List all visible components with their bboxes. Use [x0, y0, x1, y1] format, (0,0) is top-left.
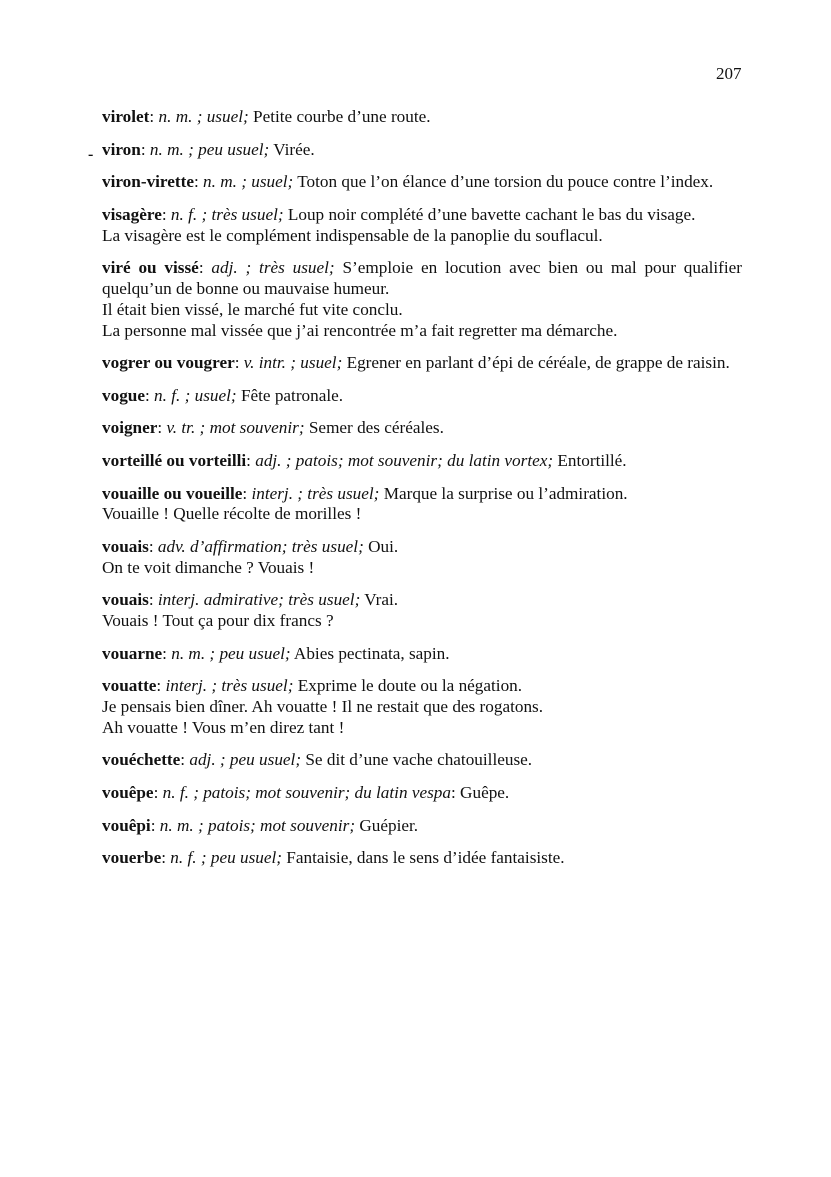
separator: :	[234, 353, 244, 373]
grammar-note: interj. ; très usuel;	[251, 483, 380, 503]
grammar-note: adj. ; très usuel;	[211, 258, 335, 278]
grammar-note: n. m. ; usuel;	[203, 172, 294, 192]
entry-text	[102, 848, 742, 869]
margin-mark: -	[88, 146, 94, 163]
definition: Egrener en parlant d’épi de céréale, de grappe de raisin.	[342, 353, 730, 373]
usage-example: Vouais ! Tout ça pour dix francs ?	[102, 611, 334, 631]
entry-text	[102, 418, 742, 439]
usage-example: La personne mal vissée que j’ai rencontrée m’a fait regretter ma démarche.	[102, 320, 618, 340]
definition: Oui.	[363, 536, 399, 556]
headword: viron-virette	[102, 172, 194, 192]
definition: Loup noir complété d’une bavette cachant le bas du visage.	[283, 204, 696, 224]
definition: Petite courbe d’une route.	[248, 107, 431, 126]
entry-text	[102, 107, 742, 128]
headword: vouerbe	[102, 848, 162, 868]
definition: Marque la surprise ou l’admiration.	[379, 483, 628, 503]
grammar-note: adj. ; peu usuel;	[189, 750, 302, 770]
grammar-note: adv. d’affirmation; très usuel;	[157, 536, 364, 556]
separator: :	[156, 676, 166, 696]
separator: :	[193, 172, 204, 192]
entry-text	[102, 205, 742, 226]
dictionary-entry	[102, 172, 742, 193]
grammar-note: n. f. ; usuel;	[154, 385, 237, 405]
entry-text	[102, 140, 742, 161]
separator: :	[161, 204, 171, 224]
entry-text	[102, 353, 742, 374]
grammar-note: v. intr. ; usuel;	[243, 353, 343, 373]
grammar-note: interj. ; très usuel;	[165, 676, 294, 696]
dictionary-entry	[102, 205, 742, 247]
separator: :	[153, 783, 163, 803]
definition: S’emploie en locution avec bien ou mal pour qualifier quelqu’un de bonne ou mauvaise humeur.	[102, 258, 743, 298]
dictionary-entry	[102, 107, 742, 128]
separator: :	[144, 385, 155, 405]
usage-example: La visagère est le complément indispensable de la panoplie du souflacul.	[102, 225, 603, 245]
dictionary-entry	[102, 451, 742, 472]
headword: vouais	[102, 590, 149, 610]
separator: :	[161, 848, 171, 868]
dictionary-entry	[102, 750, 742, 771]
dictionary-entry	[102, 353, 742, 374]
separator: :	[148, 590, 158, 610]
definition: Semer des céréales.	[304, 418, 444, 438]
dictionary-entries	[102, 107, 742, 881]
headword: vouarne	[102, 643, 163, 663]
dictionary-entry	[102, 783, 742, 804]
definition: Vrai.	[360, 590, 399, 610]
headword: viré ou vissé	[102, 258, 199, 278]
grammar-note: adj. ; patois; mot souvenir; du latin vortex;	[255, 450, 554, 470]
usage-example: Ah vouatte ! Vous m’en direz tant !	[102, 717, 345, 737]
page-number: 207	[716, 64, 742, 83]
grammar-note: n. f. ; peu usuel;	[170, 848, 282, 868]
headword: vogue	[102, 385, 145, 405]
entry-text	[102, 451, 742, 472]
headword: vouais	[102, 536, 149, 556]
grammar-note: n. f. ; très usuel;	[170, 204, 284, 224]
separator: :	[140, 139, 150, 159]
separator: :	[242, 483, 252, 503]
headword: vouaille ou voueille	[102, 483, 243, 503]
grammar-note: n. m. ; usuel;	[158, 107, 249, 126]
usage-example: Je pensais bien dîner. Ah vouatte ! Il ne restait que des rogatons.	[102, 697, 544, 717]
entry-text	[102, 676, 742, 697]
usage-example: Vouaille ! Quelle récolte de morilles !	[102, 504, 362, 524]
headword: virolet	[102, 107, 150, 126]
headword: visagère	[102, 204, 162, 224]
entry-text	[102, 590, 742, 611]
definition: Fantaisie, dans le sens d’idée fantaisiste.	[281, 848, 565, 868]
entry-text	[102, 386, 742, 407]
headword: vogrer ou vougrer	[102, 353, 235, 373]
entry-text	[102, 644, 742, 665]
entry-text	[102, 258, 742, 300]
entry-text	[102, 484, 742, 505]
definition: Exprime le doute ou la négation.	[293, 676, 523, 696]
grammar-note: n. m. ; peu usuel;	[171, 643, 291, 663]
grammar-note: n. m. ; patois; mot souvenir;	[159, 815, 356, 835]
headword: vouêpi	[102, 815, 151, 835]
separator: :	[198, 258, 212, 278]
dictionary-entry	[102, 537, 742, 579]
dictionary-entry	[102, 590, 742, 632]
entry-text	[102, 783, 742, 804]
separator: :	[149, 107, 159, 126]
grammar-note: interj. admirative; très usuel;	[157, 590, 361, 610]
definition: Entortillé.	[553, 450, 627, 470]
entry-text	[102, 537, 742, 558]
grammar-note: n. f. ; patois; mot souvenir; du latin vespa	[162, 783, 451, 803]
headword: vouéchette	[102, 750, 181, 770]
headword: viron	[102, 139, 141, 159]
entry-text	[102, 816, 742, 837]
dictionary-entry	[102, 418, 742, 439]
definition: Abies pectinata, sapin.	[290, 643, 450, 663]
definition: Toton que l’on élance d’une torsion du pouce contre l’index.	[293, 172, 714, 192]
dictionary-entry	[102, 676, 742, 738]
headword: vouêpe	[102, 783, 154, 803]
dictionary-entry	[102, 848, 742, 869]
separator: :	[246, 450, 256, 470]
separator: :	[180, 750, 190, 770]
definition: Fête patronale.	[236, 385, 344, 405]
headword: voigner	[102, 418, 158, 438]
separator: :	[162, 643, 172, 663]
dictionary-entry	[102, 484, 742, 526]
headword: vouatte	[102, 676, 157, 696]
grammar-note: n. m. ; peu usuel;	[149, 139, 270, 159]
dictionary-entry	[102, 816, 742, 837]
separator: :	[148, 536, 158, 556]
dictionary-entry	[102, 386, 742, 407]
separator: :	[157, 418, 167, 438]
usage-example: Il était bien vissé, le marché fut vite conclu.	[102, 299, 403, 319]
entry-text	[102, 172, 742, 193]
headword: vorteillé ou vorteilli	[102, 450, 247, 470]
definition: Virée.	[269, 139, 315, 159]
dictionary-entry	[102, 140, 742, 161]
dictionary-entry	[102, 644, 742, 665]
grammar-note: v. tr. ; mot souvenir;	[166, 418, 305, 438]
usage-example: On te voit dimanche ? Vouais !	[102, 557, 315, 577]
definition: : Guêpe.	[450, 783, 510, 803]
separator: :	[150, 815, 160, 835]
entry-text	[102, 750, 742, 771]
dictionary-entry	[102, 258, 742, 341]
definition: Se dit d’une vache chatouilleuse.	[301, 750, 533, 770]
definition: Guépier.	[355, 815, 419, 835]
